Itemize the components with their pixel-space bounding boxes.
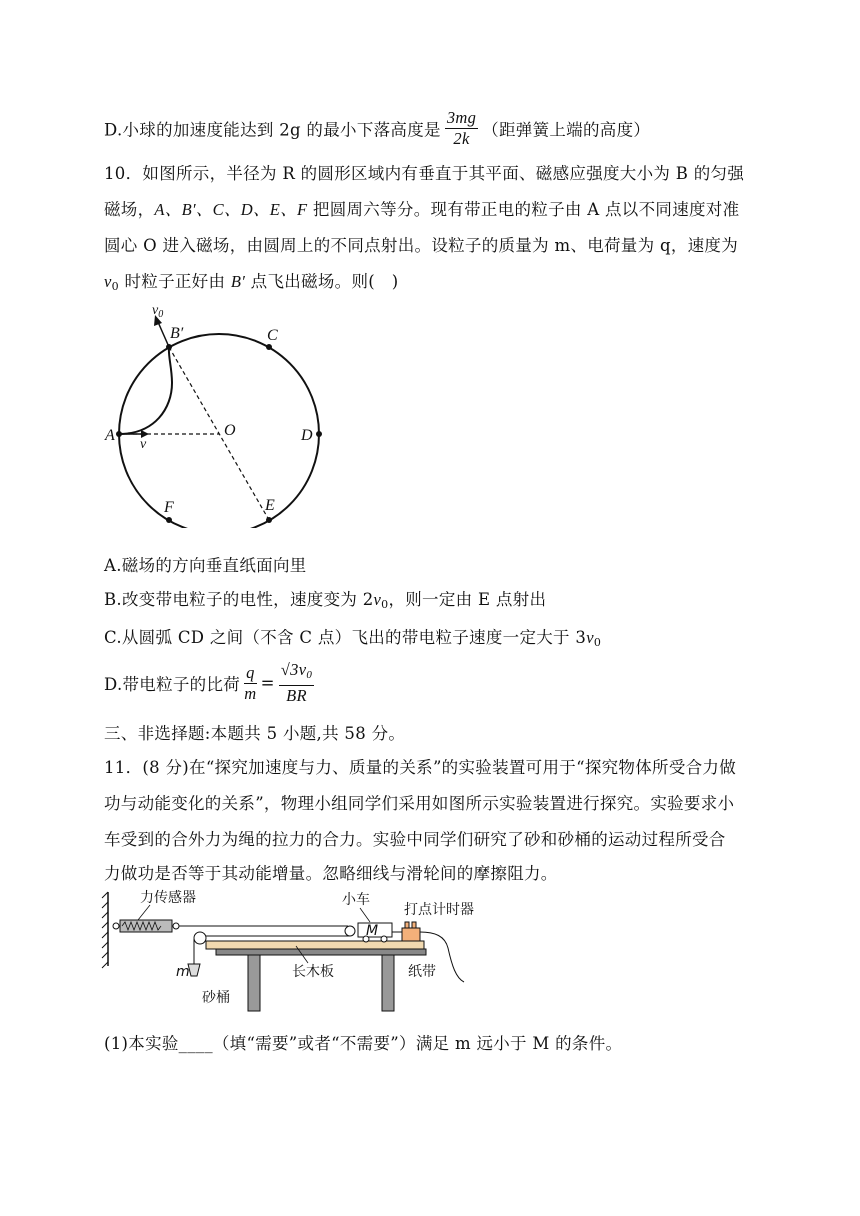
label-d: D [301, 427, 313, 444]
q10-option-c-sub: 0 [593, 636, 602, 649]
label-v0: $v_0$ [152, 303, 164, 320]
label-timer: 打点计时器 [404, 902, 474, 918]
label-long-board: 长木板 [292, 964, 334, 980]
label-M: M [366, 923, 379, 939]
label-a: A [105, 427, 115, 444]
q10-line-1: 10．如图所示，半径为 R 的圆形区域内有垂直于其平面、磁感应强度大小为 B 的匀强 [104, 164, 745, 183]
point-a [116, 431, 122, 437]
left-pulley [194, 932, 206, 944]
point-f [166, 517, 172, 523]
q10-option-b-v: v [373, 590, 382, 609]
q10-option-c-v: v [586, 628, 594, 647]
particle-trajectory [119, 347, 172, 434]
q10-option-d-eq: = [260, 673, 275, 693]
label-force-sensor: 力传感器 [140, 890, 196, 906]
q11-line-2: 功与动能变化的关系”，物理小组同学们采用如图所示实验装置进行探究。实验要求小 [104, 794, 735, 813]
cart-pulley [345, 926, 355, 936]
q10-line-2 [104, 196, 739, 220]
q10-line-3: 圆心 O 进入磁场，由圆周上的不同点射出。设粒子的质量为 m、电荷量为 q，速度为 [104, 236, 739, 255]
force-sensor [113, 920, 179, 932]
q10-line4-mid: 时粒子正好由 [118, 272, 231, 291]
q10-circle-figure [100, 298, 340, 528]
q10-rhs-num-text: √3v [280, 660, 307, 679]
label-c: C [267, 327, 278, 344]
q10-option-d-lhs [244, 663, 257, 704]
q10-option-d [104, 660, 318, 706]
q11-sub-question-1: (1)本实验____（填“需要”或者“不需要”）满足 m 远小于 M 的条件。 [104, 1034, 623, 1053]
label-o: O [224, 422, 236, 439]
q11-line-1: 11．(8 分)在“探究加速度与力、质量的关系”的实验装置可用于“探究物体所受合力做 [104, 758, 737, 777]
q9-frac-den: 2k [453, 129, 470, 148]
q10-points: A、B′、C、D、E、F [154, 200, 308, 219]
cart-pointer [360, 908, 370, 922]
section-3-heading: 三、非选择题:本题共 5 小题,共 58 分。 [104, 724, 406, 743]
q10-option-b-sub: 0 [381, 598, 389, 611]
point-c [266, 344, 272, 350]
q10-option-b-a: B.改变带电粒子的电性，速度变为 2 [104, 590, 374, 609]
wall-hatching [102, 892, 108, 968]
q10-option-c-a: C.从圆弧 CD 之间（不含 C 点）飞出的带电粒子速度一定大于 3 [104, 628, 587, 647]
q10-line-4 [104, 268, 399, 293]
q10-lhs-den: m [244, 683, 257, 703]
table-leg-left [248, 955, 260, 1011]
q10-option-b-b: ，则一定由 E 点射出 [388, 590, 547, 609]
q9-option-d-fraction [445, 108, 478, 149]
dot-timer [402, 922, 420, 941]
q10-option-a: A.磁场的方向垂直纸面向里 [104, 556, 307, 575]
q11-line-4: 力做功是否等于其动能增量。忽略细线与滑轮间的摩擦阻力。 [104, 864, 558, 883]
force-sensor-pointer [138, 905, 150, 920]
label-e: E [265, 497, 275, 514]
q10-option-d-a: D.带电粒子的比荷 [104, 675, 241, 694]
q10-line2-a: 磁场， [104, 200, 155, 219]
label-v: v [140, 437, 147, 452]
q10-lhs-num: q [246, 662, 255, 682]
q10-option-b [104, 586, 546, 611]
q10-option-d-rhs [279, 660, 314, 706]
table-leg-right [382, 955, 394, 1011]
q10-rhs-num-sub: 0 [306, 669, 313, 681]
q10-v0: v [104, 272, 112, 291]
q11-line-3: 车受到的合外力为绳的拉力的合力。实验中同学们研究了砂和砂桶的运动过程所受合 [104, 830, 726, 849]
magnetic-field-circle [119, 334, 319, 528]
q9-option-d [104, 108, 650, 149]
q10-rhs-den: BR [286, 686, 307, 705]
long-board [206, 941, 424, 949]
sand-bucket [188, 964, 200, 976]
label-cart: 小车 [342, 892, 370, 908]
label-sand-bucket: 砂桶 [202, 990, 230, 1006]
label-tape: 纸带 [408, 964, 436, 980]
point-b [166, 344, 172, 350]
q11-apparatus-figure [100, 886, 500, 1016]
q10-line4-end: 点飞出磁场。则( ) [245, 272, 399, 291]
point-d [316, 431, 322, 437]
label-f: F [164, 499, 174, 516]
label-b: B′ [170, 325, 184, 342]
q10-bprime: B′ [230, 272, 246, 291]
q10-v0-sub: 0 [111, 280, 119, 293]
point-e [266, 517, 272, 523]
table-top [216, 949, 426, 955]
q9-option-d-suffix: （距弹簧上端的高度） [482, 120, 651, 140]
v0-arrow [158, 322, 169, 347]
q10-rhs-num [279, 660, 314, 686]
label-m: m [176, 964, 190, 980]
q10-line2-b: 把圆周六等分。现有带正电的粒子由 A 点以不同速度对准 [307, 200, 740, 219]
q9-option-d-prefix: D.小球的加速度能达到 2g 的最小下落高度是 [104, 120, 441, 140]
q10-option-c [104, 624, 601, 649]
q9-frac-num: 3mg [446, 108, 477, 127]
